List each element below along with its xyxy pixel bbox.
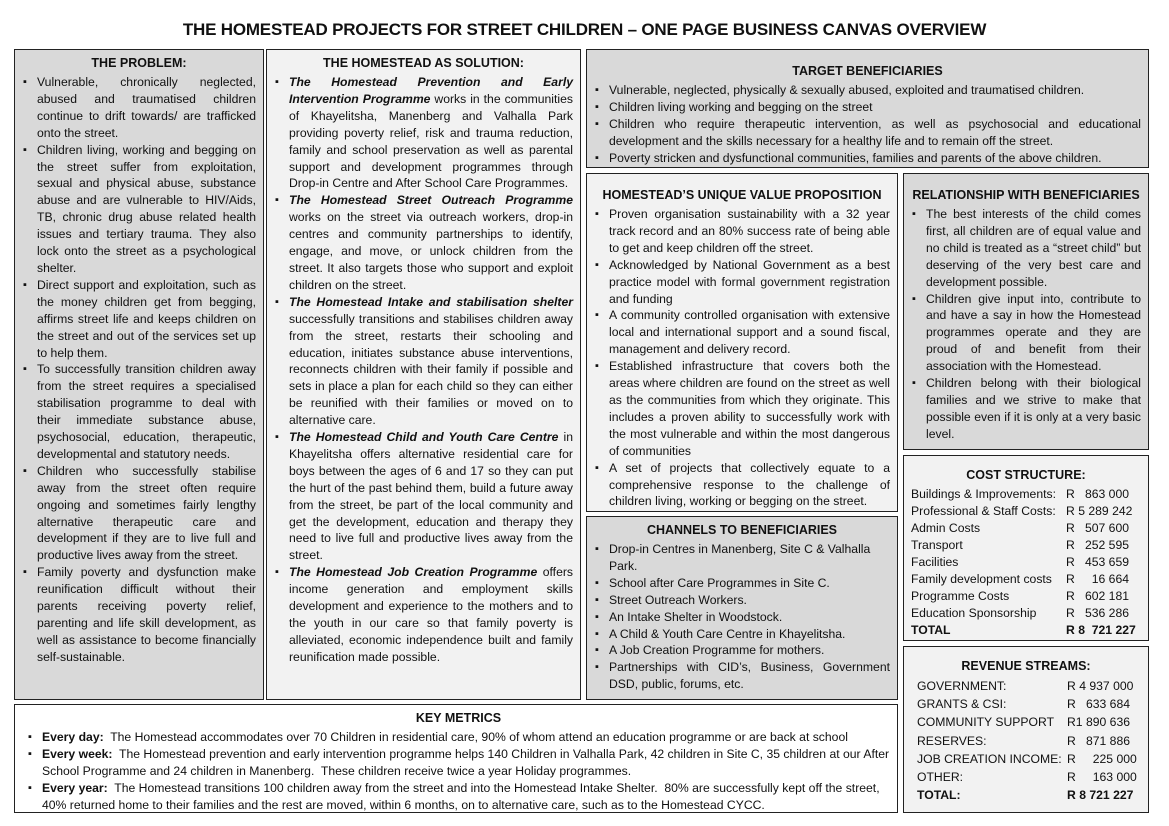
cost-heading: COST STRUCTURE: [966,468,1086,482]
cost-panel [903,455,1149,641]
key-metrics-list [27,729,893,813]
page-title: THE HOMESTEAD PROJECTS FOR STREET CHILDREN – ONE PAGE BUSINESS CANVAS OVERVIEW [182,20,987,39]
cost-value: R 5 289 242 [1066,504,1133,518]
metric-label: Every year: [42,780,108,795]
revenue-label: GRANTS & CSI: [917,697,1007,712]
list-item: ▪ Partnerships with CID’s, Business, Government DSD, public, forums, etc. [594,659,890,693]
table-row [917,677,1137,695]
list-item: ▪ Drop-in Centres in Manenberg, Site C & Valhalla Park. [594,541,890,575]
table-row [911,554,1136,571]
table-row [911,503,1136,520]
target-panel [586,49,1149,168]
solution-heading: THE HOMESTEAD AS SOLUTION: [323,56,524,70]
target-list [594,82,1141,167]
revenue-label: OTHER: [917,770,964,785]
cost-label: Buildings & Improvements: [911,487,1056,501]
cost-label: Education Sponsorship [911,606,1037,620]
programme-name: The Homestead Child and Youth Care Centre [289,430,559,445]
list-item: ▪ A set of projects that collectively equate to a comprehensive response to the challenge of children living, working or begging on the street. [594,460,890,511]
list-item [274,74,573,192]
list-item [27,729,890,746]
key-metrics-heading: KEY METRICS [415,711,502,725]
cost-table [911,486,1136,639]
list-item [274,294,573,429]
revenue-table [917,677,1137,804]
revenue-label: RESERVES: [917,733,987,748]
metric-label: Every week: [42,746,113,761]
list-item [274,192,573,293]
cost-label: Transport [911,538,963,552]
list-item: ▪ Street Outreach Workers. [594,592,890,609]
key-metrics-panel [14,704,898,813]
relationship-list [911,206,1141,443]
revenue-label: JOB CREATION INCOME: [917,751,1062,766]
list-item: ▪ Family poverty and dysfunction make reunification difficult without their parents receiving poverty relief, parenting and life skill development, as well as assistance to become financially self-sustainable. [22,564,256,665]
metric-text: The Homestead transitions 100 children away from the street and into the Homestead Intake Shelter. 80% are successfully kept off the street, 40% returned home to their families and the rest are moved, within 6 months, on to alternative care, such as to the Homestead CYCC. [42,780,883,812]
list-item: ▪ Poverty stricken and dysfunctional communities, families and parents of the above children. [594,150,1141,167]
revenue-total-value: R 8 721 227 [1067,788,1134,803]
programme-name: The Homestead Street Outreach Programme [289,193,573,208]
list-item: ▪ Children who require therapeutic intervention, as well as psychosocial and educational development and the skills necessary for a healthy life and to remain off the street. [594,116,1141,150]
table-row [917,786,1137,804]
uvp-heading: HOMESTEAD’S UNIQUE VALUE PROPOSITION [602,188,882,202]
list-item: ▪ Vulnerable, chronically neglected, abused and traumatised children continue to drift towards/ are trafficked onto the street. [22,74,256,142]
cost-value: R 507 600 [1066,521,1130,535]
programme-text: in Khayelitsha offers alternative residential care for boys between the ages of 6 and 17 so they can put the hurt of the past behind them, build a future away from the street, be part of the local community and get the development, education and therapy they need to live full and productive lives away from the street. [289,430,573,563]
list-item: ▪ A Child & Youth Care Centre in Khayelitsha. [594,626,890,643]
revenue-label: GOVERNMENT: [917,679,1007,693]
cost-label: Professional & Staff Costs: [911,504,1056,518]
table-row [917,768,1137,786]
metric-text: The Homestead prevention and early intervention programme helps 140 Children in Valhalla Park, 42 children in Site C, 35 children at our After School Programme and 24 children in Manenberg. These children receive twice a year Holiday programmes. [42,746,893,778]
programme-text: works on the street via outreach workers, drop-in centres and community partnerships to identify, engage, and move, or unlock children from the street. It also targets those who support and exploit children on the street. [289,210,573,292]
list-item: ▪ To successfully transition children away from the street requires a specialised stabilisation programme to deal with their immediate substance abuse, psychosocial, education, therapeutic, developmental and statutory needs. [22,361,256,462]
revenue-value: R 633 684 [1067,697,1131,712]
revenue-value: R 163 000 [1067,770,1137,785]
revenue-heading: REVENUE STREAMS: [961,659,1091,673]
table-row [911,520,1136,537]
problem-panel [14,49,264,700]
table-row [911,571,1136,588]
cost-label: Family development costs [911,572,1052,586]
list-item [27,780,890,813]
list-item: ▪ Established infrastructure that covers both the areas where children are found on the street as well as the communities from which they originate. This includes a proven ability to successfully work with the most vulnerable and within the most dangerous of communities [594,358,890,459]
list-item: ▪ Children who successfully stabilise away from the street often require ongoing and sometimes fairly lengthy alternative therapeutic care and development if they are to live full and productive lives away from the street. [22,463,256,564]
list-item: ▪ A community controlled organisation with extensive local and international support and a sound fiscal, management and delivery record. [594,307,890,358]
channels-panel [586,516,898,700]
programme-name: The Homestead Intake and stabilisation shelter [289,294,573,309]
cost-value: R 16 664 [1066,572,1130,586]
target-heading: TARGET BENEFICIARIES [792,64,943,78]
revenue-value: R1 890 636 [1067,715,1131,730]
cost-value: R 863 000 [1066,487,1130,501]
list-item: ▪ Acknowledged by National Government as a best practice model with formal government registration and funding [594,257,890,308]
list-item: ▪ An Intake Shelter in Woodstock. [594,609,890,626]
problem-heading: THE PROBLEM: [91,56,187,70]
solution-panel [266,49,581,700]
solution-list [274,74,573,666]
revenue-value: R 871 886 [1067,733,1131,748]
table-row [911,622,1136,639]
revenue-label: COMMUNITY SUPPORT [917,715,1055,730]
problem-list [22,74,256,666]
cost-value: R 602 181 [1066,589,1130,603]
cost-value: R 536 286 [1066,606,1130,620]
cost-value: R 453 659 [1066,555,1130,569]
revenue-value: R 4 937 000 [1067,679,1134,693]
list-item [274,564,573,665]
programme-text: works in the communities of Khayelitsha, Manenberg and Valhalla Park providing poverty relief, risk and trauma reduction, family and school preservation as well as parental support and development programmes through Drop-in Centre and After School Care Programmes. [289,91,573,191]
list-item: ▪ Children living, working and begging on the street suffer from exploitation, sexual and physical abuse, substance abuse and are vulnerable to HIV/Aids, TB, chronic drug abuse related health issues and tertiary trauma. They also lock onto the street as a psychological shelter. [22,142,256,277]
programme-text: offers income generation and employment skills development and experience to the mothers and to the youth in our care so that family poverty is alleviated, economic independence built and family reunification made possible. [289,565,573,664]
table-row [911,588,1136,605]
programme-name: The Homestead Prevention and Early Intervention Programme [289,75,573,106]
list-item: ▪ School after Care Programmes in Site C. [594,575,890,592]
relationship-heading: RELATIONSHIP WITH BENEFICIARIES [912,188,1140,202]
cost-label: Programme Costs [911,589,1010,603]
table-row [917,732,1137,750]
channels-list [594,541,890,693]
list-item: ▪ Children give input into, contribute to and have a say in how the Homestead programmes operate and they are proud of and benefit from their association with the Homestead. [911,291,1141,376]
programme-name: The Homestead Job Creation Programme [289,565,538,580]
uvp-list [594,206,890,510]
relationship-panel [903,173,1149,450]
list-item [274,429,573,564]
table-row [911,486,1136,503]
revenue-total-label: TOTAL: [917,788,961,803]
metric-text: The Homestead accommodates over 70 Children in residential care, 90% of whom attend an education programme or are back at school [103,730,848,744]
list-item: ▪ Vulnerable, neglected, physically & sexually abused, exploited and traumatised children. [594,82,1141,99]
list-item: ▪ The best interests of the child comes first, all children are of equal value and no child is treated as a “street child” but deserving of the very best care and development possible. [911,206,1141,291]
list-item: ▪ Children belong with their biological families and we strive to make that possible even if it is only at a very basic level. [911,375,1141,443]
revenue-value: R 225 000 [1067,751,1137,766]
list-item [27,746,893,780]
list-item: ▪ Children living working and begging on the street [594,99,1141,116]
table-row [917,750,1137,768]
programme-text: successfully transitions and stabilises children away from the street, restarts their schooling and education, initiates substance abuse interventions, reconnects children with their family if possible and sets in place a plan for each child so they can either be reunified with their families or moved on to alternative care. [289,311,573,428]
list-item: ▪ Proven organisation sustainability with a 32 year track record and an 80% success rate of being able to get and keep children off the street. [594,206,890,257]
cost-value: R 252 595 [1066,538,1130,552]
channels-heading: CHANNELS TO BENEFICIARIES [646,523,838,537]
list-item: ▪ Direct support and exploitation, such as the money children get from begging, affirms street life and keeps children on the street and out of the services set up to help them. [22,277,256,362]
table-row [911,537,1136,554]
metric-label: Every day: [42,730,104,744]
cost-label: Facilities [911,555,959,569]
table-row [917,713,1137,731]
table-row [917,695,1137,713]
table-row [911,605,1136,622]
uvp-panel [586,173,898,512]
list-item: ▪ A Job Creation Programme for mothers. [594,642,890,659]
cost-label: Admin Costs [911,521,981,535]
cost-total-value: R 8 721 227 [1066,623,1136,637]
revenue-panel [903,646,1149,813]
cost-total-label: TOTAL [911,623,951,637]
